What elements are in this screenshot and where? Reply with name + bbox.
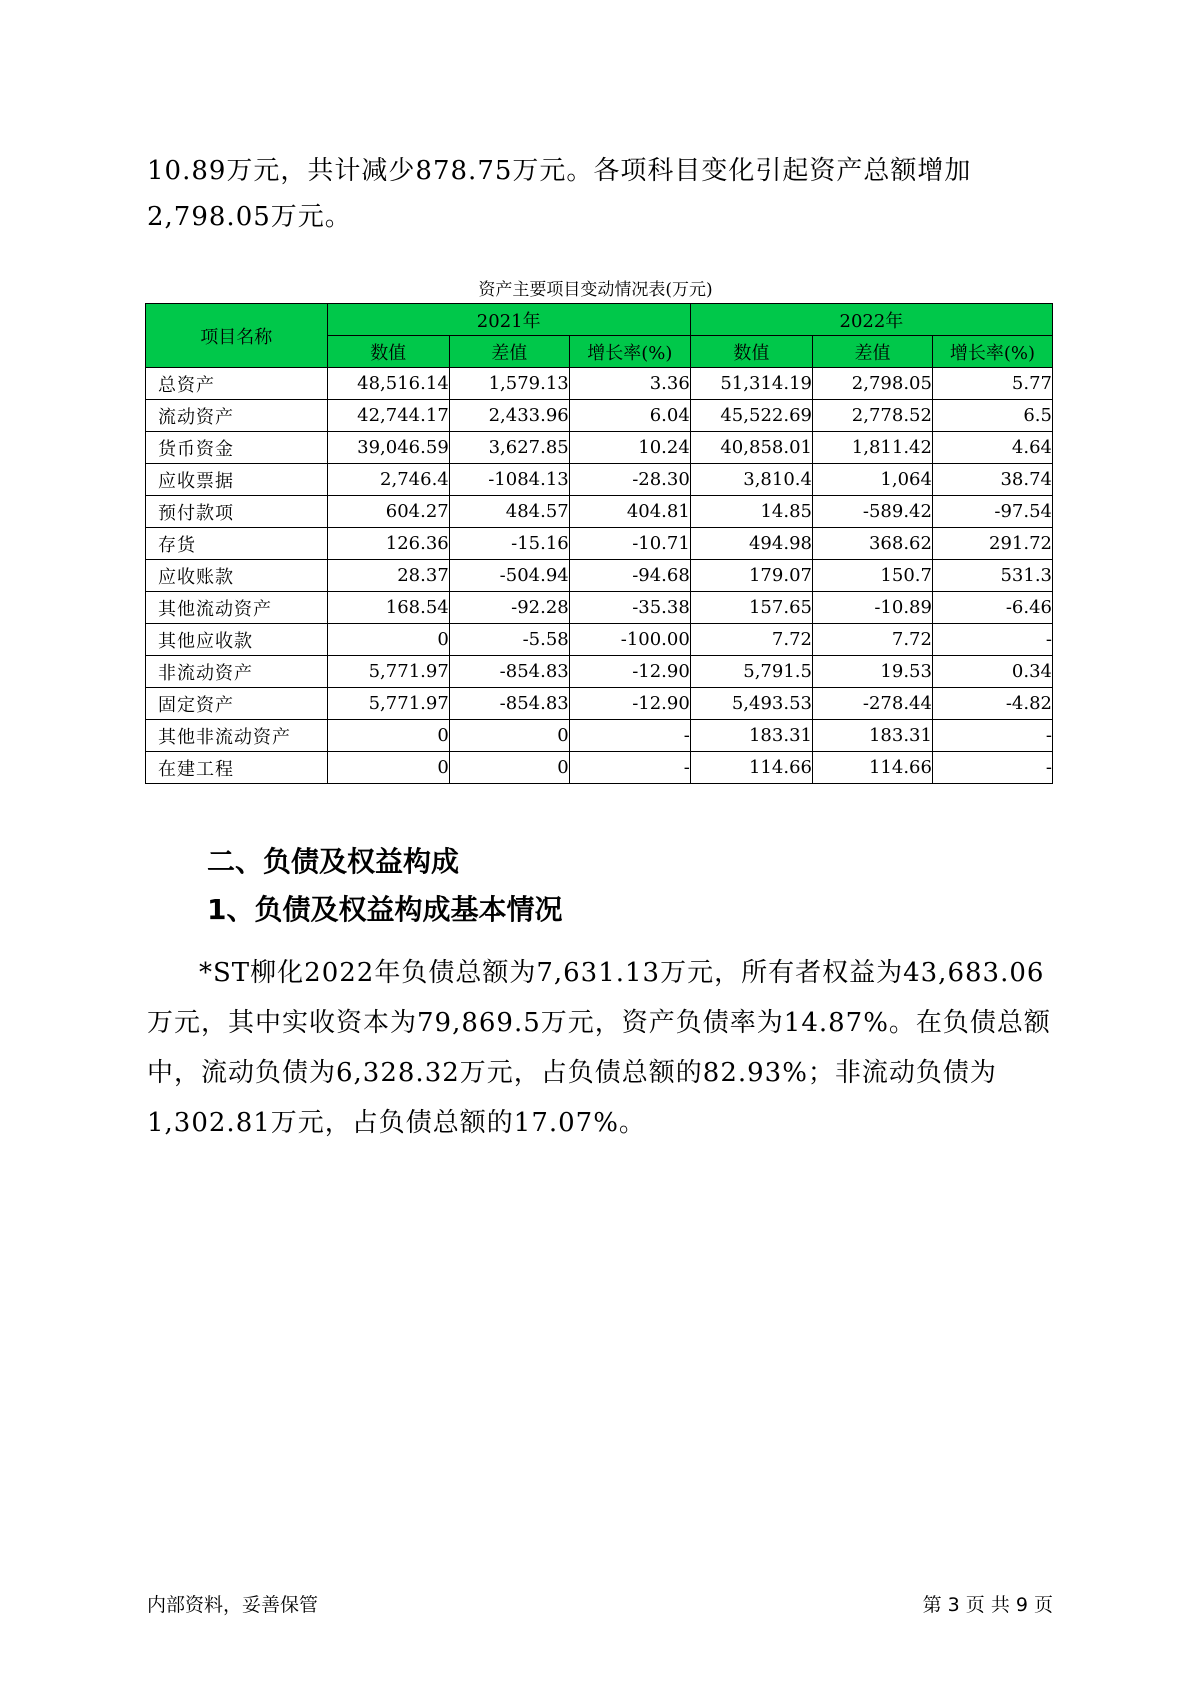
table-row bbox=[146, 400, 1053, 432]
table-cell: 48,516.14 bbox=[327, 368, 449, 400]
table-cell: -92.28 bbox=[449, 592, 569, 624]
table-row bbox=[146, 592, 1053, 624]
row-item-name: 总资产 bbox=[146, 368, 328, 400]
table-cell: - bbox=[932, 624, 1052, 656]
table-cell: 5,771.97 bbox=[327, 688, 449, 720]
table-cell: 5,493.53 bbox=[690, 688, 812, 720]
table-cell: -589.42 bbox=[812, 496, 932, 528]
table-cell: -12.90 bbox=[569, 656, 690, 688]
table-cell: 2,778.52 bbox=[812, 400, 932, 432]
table-row bbox=[146, 560, 1053, 592]
table-cell: 14.85 bbox=[690, 496, 812, 528]
table-cell: 39,046.59 bbox=[327, 432, 449, 464]
table-cell: 42,744.17 bbox=[327, 400, 449, 432]
footer-page-number: 第 3 页 共 9 页 bbox=[922, 1594, 1053, 1616]
table-cell: 6.04 bbox=[569, 400, 690, 432]
table-cell: 4.64 bbox=[932, 432, 1052, 464]
row-item-name: 固定资产 bbox=[146, 688, 328, 720]
table-row bbox=[146, 496, 1053, 528]
table-cell: 368.62 bbox=[812, 528, 932, 560]
table-cell: 168.54 bbox=[327, 592, 449, 624]
table-cell: -100.00 bbox=[569, 624, 690, 656]
table-cell: 6.5 bbox=[932, 400, 1052, 432]
table-row bbox=[146, 464, 1053, 496]
table-cell: 157.65 bbox=[690, 592, 812, 624]
table-cell: 28.37 bbox=[327, 560, 449, 592]
table-cell: -1084.13 bbox=[449, 464, 569, 496]
row-item-name: 预付款项 bbox=[146, 496, 328, 528]
row-item-name: 其他应收款 bbox=[146, 624, 328, 656]
table-cell: -5.58 bbox=[449, 624, 569, 656]
table-cell: -94.68 bbox=[569, 560, 690, 592]
table-cell: 0 bbox=[327, 752, 449, 784]
table-cell: -504.94 bbox=[449, 560, 569, 592]
table-row bbox=[146, 688, 1053, 720]
table-row bbox=[146, 720, 1053, 752]
table-cell: 404.81 bbox=[569, 496, 690, 528]
table-cell: -12.90 bbox=[569, 688, 690, 720]
table-cell: 3.36 bbox=[569, 368, 690, 400]
table-row bbox=[146, 432, 1053, 464]
table-cell: 2,433.96 bbox=[449, 400, 569, 432]
row-item-name: 在建工程 bbox=[146, 752, 328, 784]
table-cell: - bbox=[569, 720, 690, 752]
table-cell: -10.71 bbox=[569, 528, 690, 560]
table-cell: 114.66 bbox=[812, 752, 932, 784]
table-row bbox=[146, 528, 1053, 560]
table-cell: - bbox=[932, 752, 1052, 784]
table-caption: 资产主要项目变动情况表(万元) bbox=[478, 280, 713, 300]
table-cell: 0 bbox=[327, 720, 449, 752]
footer-confidential: 内部资料，妥善保管 bbox=[147, 1594, 319, 1616]
table-cell: -6.46 bbox=[932, 592, 1052, 624]
table-cell: 0 bbox=[327, 624, 449, 656]
header-year-2021: 2021年 bbox=[327, 304, 690, 336]
row-item-name: 应收票据 bbox=[146, 464, 328, 496]
table-cell: -854.83 bbox=[449, 688, 569, 720]
table-row bbox=[146, 656, 1053, 688]
table-cell: -278.44 bbox=[812, 688, 932, 720]
row-item-name: 非流动资产 bbox=[146, 656, 328, 688]
table-cell: 494.98 bbox=[690, 528, 812, 560]
row-item-name: 流动资产 bbox=[146, 400, 328, 432]
subheader-diff: 差值 bbox=[812, 336, 932, 368]
table-cell: 2,746.4 bbox=[327, 464, 449, 496]
subsection-heading: 1、负债及权益构成基本情况 bbox=[207, 893, 563, 926]
table-cell: -35.38 bbox=[569, 592, 690, 624]
table-cell: 10.24 bbox=[569, 432, 690, 464]
table-cell: 2,798.05 bbox=[812, 368, 932, 400]
table-row bbox=[146, 368, 1053, 400]
row-item-name: 应收账款 bbox=[146, 560, 328, 592]
table-cell: 0 bbox=[449, 720, 569, 752]
table-cell: 183.31 bbox=[690, 720, 812, 752]
table-cell: 45,522.69 bbox=[690, 400, 812, 432]
table-row bbox=[146, 752, 1053, 784]
subheader-growth: 增长率(%) bbox=[569, 336, 690, 368]
top-paragraph: 10.89万元，共计减少878.75万元。各项科目变化引起资产总额增加2,798.05万元。 bbox=[147, 156, 972, 232]
table-cell: -4.82 bbox=[932, 688, 1052, 720]
table-cell: 126.36 bbox=[327, 528, 449, 560]
subheader-diff: 差值 bbox=[449, 336, 569, 368]
table-cell: -15.16 bbox=[449, 528, 569, 560]
table-cell: -28.30 bbox=[569, 464, 690, 496]
table-cell: 291.72 bbox=[932, 528, 1052, 560]
table-cell: 114.66 bbox=[690, 752, 812, 784]
table-cell: 179.07 bbox=[690, 560, 812, 592]
table-cell: -854.83 bbox=[449, 656, 569, 688]
header-year-2022: 2022年 bbox=[690, 304, 1052, 336]
asset-change-table bbox=[145, 303, 1053, 784]
table-cell: 1,579.13 bbox=[449, 368, 569, 400]
table-cell: - bbox=[569, 752, 690, 784]
table-body bbox=[146, 368, 1053, 784]
table-cell: 604.27 bbox=[327, 496, 449, 528]
table-cell: -10.89 bbox=[812, 592, 932, 624]
table-cell: 40,858.01 bbox=[690, 432, 812, 464]
table-row bbox=[146, 624, 1053, 656]
row-item-name: 存货 bbox=[146, 528, 328, 560]
table-cell: 51,314.19 bbox=[690, 368, 812, 400]
table-cell: 3,627.85 bbox=[449, 432, 569, 464]
table-cell: - bbox=[932, 720, 1052, 752]
row-item-name: 货币资金 bbox=[146, 432, 328, 464]
table-cell: 183.31 bbox=[812, 720, 932, 752]
table-cell: 1,064 bbox=[812, 464, 932, 496]
table-cell: 5.77 bbox=[932, 368, 1052, 400]
table-cell: -97.54 bbox=[932, 496, 1052, 528]
table-cell: 38.74 bbox=[932, 464, 1052, 496]
body-paragraph: *ST柳化2022年负债总额为7,631.13万元，所有者权益为43,683.06万元，其中实收资本为79,869.5万元，资产负债率为14.87%。在负债总额中，流动负债为6,328.32万元，占负债总额的82.93%；非流动负债为1,302.81万元，占负债总额的17.07%。 bbox=[147, 958, 1051, 1138]
table-cell: 0.34 bbox=[932, 656, 1052, 688]
subheader-growth: 增长率(%) bbox=[932, 336, 1052, 368]
subheader-value: 数值 bbox=[327, 336, 449, 368]
section-heading: 二、负债及权益构成 bbox=[207, 845, 460, 878]
table-cell: 19.53 bbox=[812, 656, 932, 688]
table-cell: 5,771.97 bbox=[327, 656, 449, 688]
table-cell: 5,791.5 bbox=[690, 656, 812, 688]
table-cell: 1,811.42 bbox=[812, 432, 932, 464]
subheader-value: 数值 bbox=[690, 336, 812, 368]
table-cell: 531.3 bbox=[932, 560, 1052, 592]
row-item-name: 其他流动资产 bbox=[146, 592, 328, 624]
table-cell: 150.7 bbox=[812, 560, 932, 592]
row-item-name: 其他非流动资产 bbox=[146, 720, 328, 752]
table-cell: 7.72 bbox=[812, 624, 932, 656]
table-cell: 7.72 bbox=[690, 624, 812, 656]
header-item-name: 项目名称 bbox=[146, 304, 328, 368]
table-cell: 484.57 bbox=[449, 496, 569, 528]
table-cell: 0 bbox=[449, 752, 569, 784]
table-cell: 3,810.4 bbox=[690, 464, 812, 496]
